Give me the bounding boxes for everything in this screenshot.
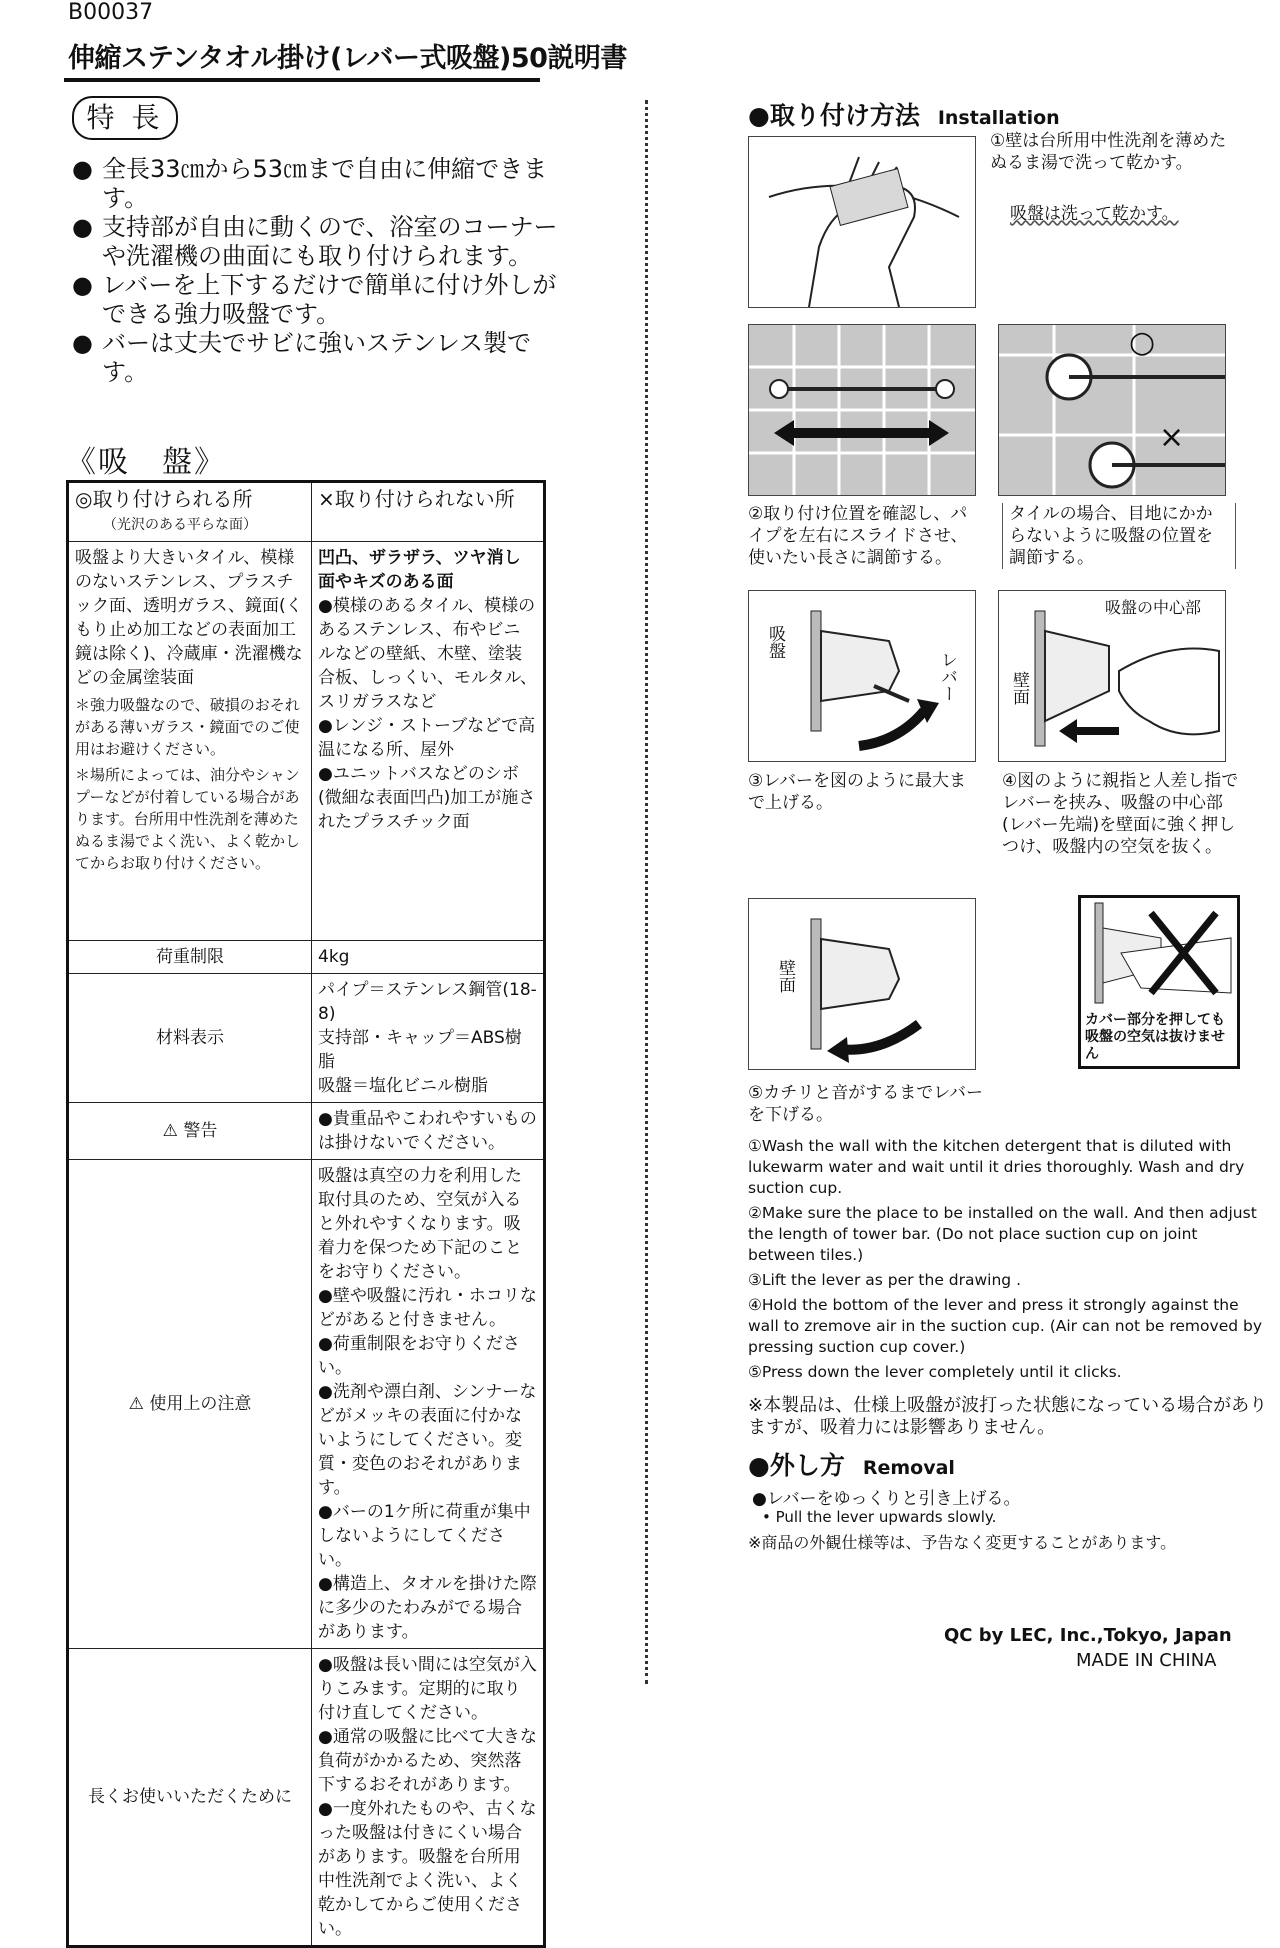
title-underline bbox=[64, 78, 540, 82]
removal-heading bbox=[748, 1446, 955, 1482]
ng-body-cell bbox=[312, 542, 545, 941]
ng-item: ●レンジ・ストーブなどで高温になる所、屋外 bbox=[318, 716, 536, 760]
removal-step-jp: ●レバーをゆっくりと引き上げる。 bbox=[752, 1489, 1021, 1509]
removal-title: ●外し方 bbox=[748, 1451, 845, 1480]
caution-cell bbox=[312, 1160, 545, 1649]
ok-header: ◎取り付けられる所 bbox=[75, 487, 253, 511]
wall-label: 壁面 bbox=[775, 959, 795, 993]
ok-body-cell bbox=[68, 542, 312, 941]
step3-caption: ③レバーを図のように最大まで上げる。 bbox=[748, 771, 967, 813]
step5-illustration bbox=[748, 898, 976, 1070]
caution-item: ●壁や吸盤に汚れ・ホコリなどがあると付きません。 bbox=[318, 1286, 537, 1330]
material-line: パイプ＝ステンレス鋼管(18-8) bbox=[318, 980, 537, 1024]
material-label: 材料表示 bbox=[68, 974, 312, 1103]
feature-item: ● レバーを上下するだけで簡単に付け外しができる強力吸盤です。 bbox=[72, 271, 572, 329]
en-step: ③Lift the lever as per the drawing . bbox=[748, 1271, 1021, 1289]
caution-label-cell bbox=[68, 1160, 312, 1649]
tile-note: タイルの場合、目地にかからないように吸盤の位置を調節する。 bbox=[1002, 503, 1236, 569]
material-line: 吸盤＝塩化ビニル樹脂 bbox=[318, 1076, 488, 1096]
sucker-label: 吸盤 bbox=[765, 625, 785, 659]
product-code: B00037 bbox=[68, 0, 154, 25]
ok-header-cell bbox=[68, 482, 312, 542]
feature-item: ● バーは丈夫でサビに強いステンレス製です。 bbox=[72, 329, 572, 387]
ok-note-2: ＊場所によっては、油分やシャンプーなどが付着している場合があります。台所用中性洗剤を薄めたぬるま湯でよく洗い、よく乾かしてからお取り付けください。 bbox=[75, 766, 301, 872]
step5-caption: ⑤カチリと音がするまでレバーを下げる。 bbox=[748, 1083, 984, 1125]
wavy-note: ※本製品は、仕様上吸盤が波打った状態になっている場合がありますが、吸着力には影響ありません。 bbox=[748, 1395, 1268, 1438]
warning-label-cell bbox=[68, 1103, 312, 1160]
tile-joint-icon bbox=[999, 325, 1225, 495]
warning-text: ●貴重品やこわれやすいものは掛けないでください。 bbox=[312, 1103, 545, 1160]
features-heading: 特 長 bbox=[72, 96, 178, 140]
feature-item: ● 全長33㎝から53㎝まで自由に伸縮できます。 bbox=[72, 155, 572, 213]
document-title: 伸縮ステンタオル掛け(レバー式吸盤)50説明書 bbox=[68, 43, 627, 74]
step1-illustration bbox=[748, 136, 976, 308]
en-step: ⑤Press down the lever completely until it clicks. bbox=[748, 1363, 1122, 1381]
en-step: ①Wash the wall with the kitchen detergent that is diluted with lukewarm water and wait until it dries thoroughly. Wash and dry suction cup. bbox=[748, 1137, 1245, 1197]
step3-illustration bbox=[748, 590, 976, 762]
caution-item: ●バーの1ケ所に荷重が集中しないようにしてください。 bbox=[318, 1502, 531, 1570]
ng-item: ●模様のあるタイル、模様のあるステンレス、布やビニルなどの壁紙、木壁、塗装合板、しっくい、モルタル、スリガラスなど bbox=[318, 596, 537, 712]
step4-illustration bbox=[998, 590, 1226, 762]
step1-caption-b: 吸盤は洗って乾かす。 bbox=[1010, 204, 1179, 224]
sucker-heading: 《吸 盤》 bbox=[66, 445, 226, 480]
step1-caption: ①壁は台所用中性洗剤を薄めたぬるま湯で洗って乾かす。 bbox=[990, 131, 1227, 173]
lever-label: レバー bbox=[937, 651, 957, 702]
en-step: ④Hold the bottom of the lever and press it strongly against the wall to zremove air in the suction cup. (Air can not be removed by pressing suction cup cover.) bbox=[748, 1296, 1263, 1356]
removal-step-en: • Pull the lever upwards slowly. bbox=[762, 1508, 997, 1526]
caution-item: ●構造上、タオルを掛けた際に多少のたわみがでる場合があります。 bbox=[318, 1574, 537, 1642]
step2-illustration bbox=[748, 324, 976, 496]
installation-title-en: Installation bbox=[937, 107, 1060, 129]
wall-label: 壁面 bbox=[1009, 671, 1029, 705]
longuse-item: ●通常の吸盤に比べて大きな負荷がかかるため、突然落下するおそれがあります。 bbox=[318, 1727, 537, 1795]
longuse-label: 長くお使いいただくために bbox=[68, 1649, 312, 1947]
en-step: ②Make sure the place to be installed on the wall. And then adjust the length of tower bar. (Do not place suction cup on joint between tiles.) bbox=[748, 1204, 1257, 1264]
spec-change-note: ※商品の外観仕様等は、予告なく変更することがあります。 bbox=[748, 1533, 1177, 1552]
cover-warning-illustration bbox=[1078, 895, 1240, 1069]
warning-label: 警告 bbox=[183, 1121, 218, 1141]
step2-caption: ②取り付け位置を確認し、パイプを左右にスライドさせ、使いたい長さに調節する。 bbox=[748, 504, 968, 568]
longuse-item: ●吸盤は長い間には空気が入りこみます。定期的に取り付け直してください。 bbox=[318, 1655, 537, 1723]
warning-icon: ⚠ bbox=[128, 1394, 144, 1414]
ok-mark: ○ bbox=[1129, 325, 1156, 360]
ok-body: 吸盤より大きいタイル、模様のないステンレス、プラスチック面、透明ガラス、鏡面(くもり止め加工などの表面加工鏡は除く)、冷蔵庫・洗濯機などの金属塗装面 bbox=[75, 548, 303, 688]
wrong-press-icon bbox=[1081, 898, 1237, 1008]
ng-bold: 凹凸、ザラザラ、ツヤ消し面やキズのある面 bbox=[318, 548, 521, 592]
qc-credit: QC by LEC, Inc.,Tokyo, Japan bbox=[944, 1625, 1232, 1646]
ng-item: ●ユニットバスなどのシボ(微細な表面凹凸)加工が施されたプラスチック面 bbox=[318, 764, 536, 832]
load-label: 荷重制限 bbox=[68, 941, 312, 974]
ok-note-1: ＊強力吸盤なので、破損のおそれがある薄いガラス・鏡面でのご使用はお避けください。 bbox=[75, 696, 300, 758]
ng-header: ×取り付けられない所 bbox=[312, 482, 545, 542]
tile-position-illustration bbox=[998, 324, 1226, 496]
longuse-item: ●一度外れたものや、古くなった吸盤は付きにくい場合があります。吸盤を台所用中性洗剤でよく洗い、よく乾かしてからご使用ください。 bbox=[318, 1799, 537, 1939]
features-list bbox=[72, 155, 572, 387]
center-label: 吸盤の中心部 bbox=[1105, 598, 1202, 617]
tile-wall-bar-icon bbox=[749, 325, 975, 495]
english-steps bbox=[748, 1136, 1268, 1387]
installation-heading bbox=[748, 96, 1060, 132]
spec-table bbox=[66, 480, 546, 1948]
ng-mark: × bbox=[1159, 420, 1185, 455]
caution-item: ●洗剤や漂白剤、シンナーなどがメッキの表面に付かないようにしてください。変質・変色のおそれがあります。 bbox=[318, 1382, 537, 1498]
step4-caption: ④図のように親指と人差し指でレバーを挟み、吸盤の中心部(レバー先端)を壁面に強く押しつけ、吸盤内の空気を抜く。 bbox=[1002, 771, 1239, 857]
installation-title: ●取り付け方法 bbox=[748, 101, 920, 130]
caution-intro: 吸盤は真空の力を利用した取付具のため、空気が入ると外れやすくなります。吸着力を保つため下記のことをお守りください。 bbox=[318, 1166, 522, 1282]
warning-icon: ⚠ bbox=[162, 1121, 178, 1141]
removal-title-en: Removal bbox=[862, 1457, 955, 1479]
caution-item: ●荷重制限をお守りください。 bbox=[318, 1334, 520, 1378]
ok-subheader: （光沢のある平らな面） bbox=[103, 517, 257, 533]
load-value: 4kg bbox=[312, 941, 545, 974]
made-in: MADE IN CHINA bbox=[1076, 1650, 1217, 1671]
feature-item: ● 支持部が自由に動くので、浴室のコーナーや洗濯機の曲面にも取り付けられます。 bbox=[72, 213, 572, 271]
longuse-cell bbox=[312, 1649, 545, 1947]
material-line: 支持部・キャップ＝ABS樹脂 bbox=[318, 1028, 522, 1072]
column-divider bbox=[645, 100, 648, 1684]
material-cell bbox=[312, 974, 545, 1103]
wiping-hand-icon bbox=[749, 137, 975, 307]
cover-warning-text: カバー部分を押しても吸盤の空気は抜けません bbox=[1085, 1012, 1225, 1062]
caution-label: 使用上の注意 bbox=[149, 1394, 252, 1414]
